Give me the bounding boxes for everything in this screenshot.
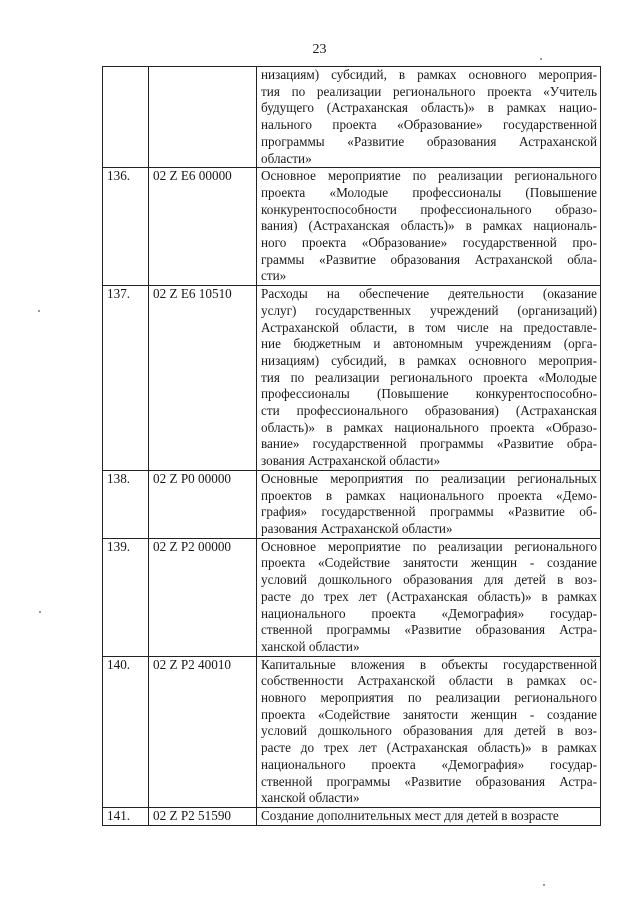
description-cell: [257, 656, 601, 807]
classification-code-cell: 02 Z P0 00000: [149, 470, 257, 538]
description-line: разования Астраханской области»: [261, 520, 453, 536]
table-row: [103, 286, 601, 471]
row-number-cell: 137.: [103, 286, 149, 471]
description-line: национального проекта «Демография» государ-: [261, 605, 597, 621]
description-line: ственной программы «Развитие образования Астра-: [261, 773, 597, 789]
description-cell: [257, 286, 601, 471]
description-line: Основное мероприятие по реализации регионального: [261, 538, 597, 554]
description-line: конкурентоспособности профессионального образо-: [261, 201, 597, 217]
description-line: Основное мероприятие по реализации регионального: [261, 168, 597, 184]
row-number-cell: 139.: [103, 538, 149, 656]
description-line: тия по реализации регионального проекта «Молодые: [261, 369, 597, 385]
row-number-cell: 138.: [103, 470, 149, 538]
description-line: графия» государственной программы «Развитие об-: [261, 504, 597, 520]
description-line: услуг) государственных учреждений (организаций): [261, 302, 597, 318]
description-line: Расходы на обеспечение деятельности (оказание: [261, 286, 597, 302]
description-line: ного проекта «Образование» государственной про-: [261, 235, 597, 251]
classification-code-cell: 02 Z P2 40010: [149, 656, 257, 807]
description-line: ханской области»: [261, 790, 360, 806]
description-line: национального проекта «Демография» государ-: [261, 756, 597, 772]
description-line: ханской области»: [261, 638, 360, 654]
table-row: [103, 67, 601, 168]
description-line: расте до трех лет (Астраханская область)» в рамках: [261, 740, 597, 756]
row-number-cell: 141.: [103, 807, 149, 825]
description-line: условий дошкольного образования для детей в воз-: [261, 723, 597, 739]
description-line: собственности Астраханской области в рамках ос-: [261, 673, 597, 689]
page-number: 23: [312, 42, 327, 57]
description-line: проекта «Содействие занятости женщин - создание: [261, 555, 597, 571]
description-line: вание» государственной программы «Развитие обра-: [261, 436, 597, 452]
classification-code-cell: 02 Z P2 00000: [149, 538, 257, 656]
description-cell: [257, 67, 601, 168]
classification-code-cell: 02 Z E6 10510: [149, 286, 257, 471]
description-line: Астраханской области, в том числе на предоставле-: [261, 319, 597, 335]
description-line: Капитальные вложения в объекты государственной: [261, 656, 597, 672]
description-line: проекта «Молодые профессионалы (Повышение: [261, 184, 597, 200]
description-line: области»: [261, 150, 312, 166]
table-row: [103, 168, 601, 286]
scan-speck: [540, 58, 542, 60]
description-line: проекта «Содействие занятости женщин - создание: [261, 706, 597, 722]
description-line: сти»: [261, 268, 287, 284]
row-number-cell: [103, 67, 149, 168]
description-line: вания) (Астраханская область)» в рамках националь-: [261, 218, 597, 234]
table-row: [103, 538, 601, 656]
description-line: низациям) субсидий, в рамках основного мероприя-: [261, 352, 597, 368]
description-cell: [257, 807, 601, 825]
table-body: [103, 67, 601, 826]
description-line: граммы «Развитие образования Астраханской обла-: [261, 251, 597, 267]
description-line: профессионалы (Повышение конкурентоспособно-: [261, 386, 597, 402]
scan-speck: [38, 310, 40, 312]
description-line: область)» в рамках национального проекта «Образо-: [261, 419, 597, 435]
description-line: условий дошкольного образования для детей в воз-: [261, 572, 597, 588]
description-cell: [257, 538, 601, 656]
description-line: низациям) субсидий, в рамках основного мероприя-: [261, 67, 597, 82]
classification-code-cell: 02 Z P2 51590: [149, 807, 257, 825]
description-line: Создание дополнительных мест для детей в возрасте: [261, 807, 559, 823]
table-row: [103, 807, 601, 825]
description-line: сти профессионального образования) (Астраханская: [261, 403, 597, 419]
description-line: Основные мероприятия по реализации региональных: [261, 470, 597, 486]
table-row: [103, 470, 601, 538]
description-line: программы «Развитие образования Астраханской: [261, 133, 597, 149]
classification-code-cell: 02 Z E6 00000: [149, 168, 257, 286]
description-line: проектов в рамках национального проекта «Демо-: [261, 487, 597, 503]
description-line: тия по реализации регионального проекта «Учитель: [261, 83, 597, 99]
description-line: ственной программы «Развитие образования Астра-: [261, 622, 597, 638]
description-line: новного мероприятия по реализации регионального: [261, 690, 597, 706]
classification-code-cell: [149, 67, 257, 168]
description-line: нального проекта «Образование» государственной: [261, 117, 597, 133]
description-cell: [257, 168, 601, 286]
budget-classification-table: [102, 66, 601, 826]
description-line: ние бюджетным и автономным учреждениям (орга-: [261, 336, 597, 352]
description-line: будущего (Астраханская область)» в рамках нацио-: [261, 100, 597, 116]
row-number-cell: 136.: [103, 168, 149, 286]
description-line: зования Астраханской области»: [261, 453, 441, 469]
description-line: расте до трех лет (Астраханская область)» в рамках: [261, 588, 597, 604]
scan-speck: [39, 611, 41, 613]
description-cell: [257, 470, 601, 538]
scan-speck: [543, 884, 545, 886]
row-number-cell: 140.: [103, 656, 149, 807]
table-row: [103, 656, 601, 807]
